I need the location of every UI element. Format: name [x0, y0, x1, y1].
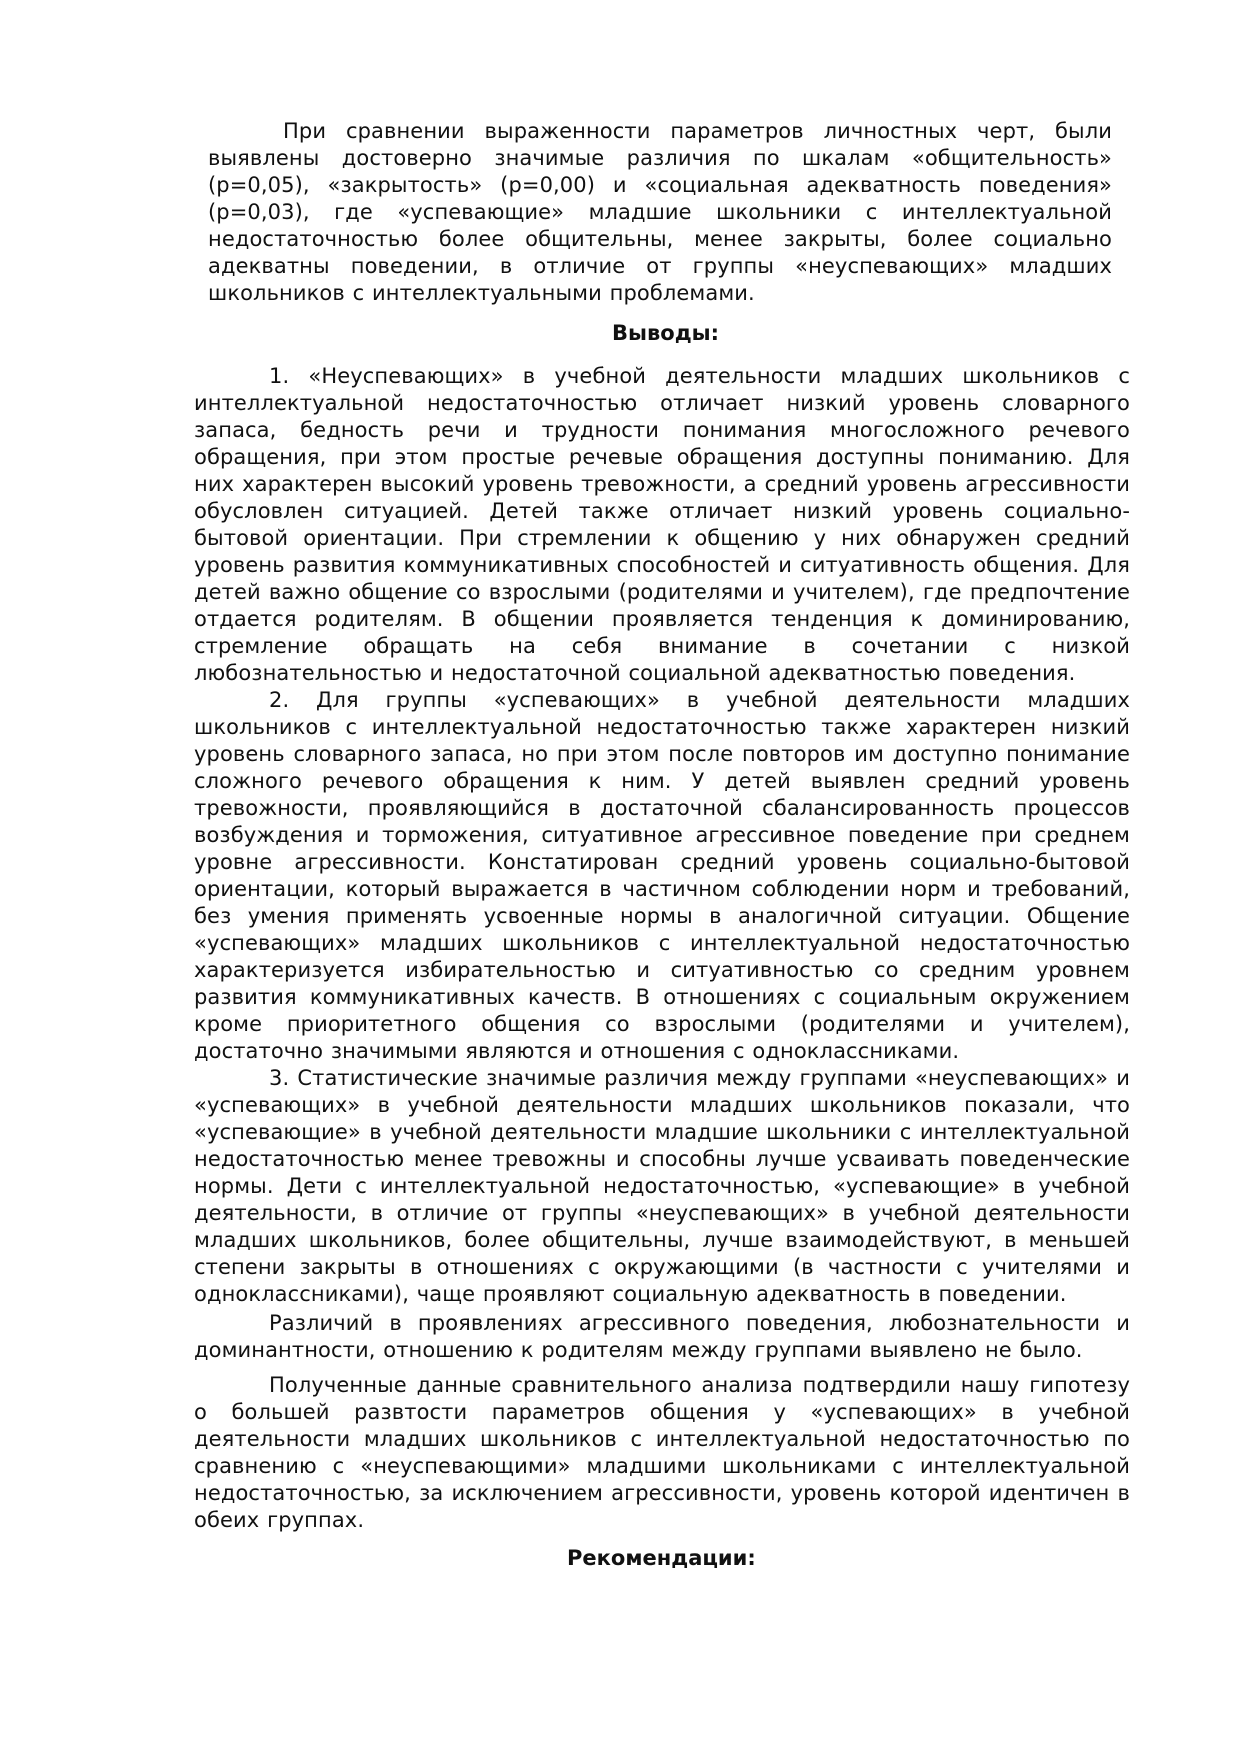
conclusion-item-2: 2. Для группы «успевающих» в учебной деятельности младших школьников с интеллектуальной недостаточностью также характерен низкий уровень словарного запаса, но при этом после повторов им доступно понимание сложного речевого обращения к ним. У детей выявлен средний уровень тревожности, проявляющийся в достаточной сбалансированность процессов возбуждения и торможения, ситуативное агрессивное поведение при среднем уровне агрессивности. Констатирован средний уровень социально-бытовой ориентации, который выражается в частичном соблюдении норм и требований, без умения применять усвоенные нормы в аналогичной ситуации. Общение «успевающих» младших школьников с интеллектуальной недостаточностью характеризуется избирательностью и ситуативностью со средним уровнем развития коммуникативных качеств. В отношениях с социальным окружением кроме приоритетного общения со взрослыми (родителями и учителем), достаточно значимыми являются и отношения с одноклассниками. [194, 688, 1130, 1063]
intro-paragraph: При сравнении выраженности параметров личностных черт, были выявлены достоверно значимые различия по шкалам «общительность» (p=0,05), «закрытость» (p=0,00) и «социальная адекватность поведения» (p=0,03), где «успевающие» младшие школьники с интеллектуальной недостаточностью более общительны, менее закрыты, более социально адекватны поведении, в отличие от группы «неуспевающих» младших школьников с интеллектуальными проблемами. [208, 119, 1112, 305]
conclusions-heading: Выводы: [612, 321, 720, 345]
conclusion-item-1: 1. «Неуспевающих» в учебной деятельности младших школьников с интеллектуальной недостаточностью отличает низкий уровень словарного запаса, бедность речи и трудности понимания многосложного речевого обращения, при этом простые речевые обращения доступны пониманию. Для них характерен высокий уровень тревожности, а средний уровень агрессивности обусловлен ситуацией. Детей также отличает низкий уровень социально-бытовой ориентации. При стремлении к общению у них обнаружен средний уровень развития коммуникативных способностей и ситуативность общения. Для детей важно общение со взрослыми (родителями и учителем), где предпочтение отдается родителям. В общении проявляется тенденция к доминированию, стремление обращать на себя внимание в сочетании с низкой любознательностью и недостаточной социальной адекватностью поведения. [194, 364, 1130, 685]
conclusion-item-3: 3. Статистические значимые различия между группами «неуспевающих» и «успевающих» в учебной деятельности младших школьников показали, что «успевающие» в учебной деятельности младшие школьники с интеллектуальной недостаточностью менее тревожны и способны лучше усваивать поведенческие нормы. Дети с интеллектуальной недостаточностью, «успевающие» в учебной деятельности, в отличие от группы «неуспевающих» в учебной деятельности младших школьников, более общительны, лучше взаимодействуют, в меньшей степени закрыты в отношениях с окружающими (в частности с учителями и одноклассниками), чаще проявляют социальную адекватность в поведении. [194, 1066, 1130, 1306]
hypothesis-paragraph: Полученные данные сравнительного анализа подтвердили нашу гипотезу о большей развтости параметров общения у «успевающих» в учебной деятельности младших школьников с интеллектуальной недостаточностью по сравнению с «неуспевающими» младшими школьниками с интеллектуальной недостаточностью, за исключением агрессивности, уровень которой идентичен в обеих группах. [194, 1373, 1130, 1532]
differences-paragraph: Различий в проявлениях агрессивного поведения, любознательности и доминантности, отношению к родителям между группами выявлено не было. [194, 1311, 1130, 1362]
recommendations-heading: Рекомендации: [567, 1546, 756, 1570]
